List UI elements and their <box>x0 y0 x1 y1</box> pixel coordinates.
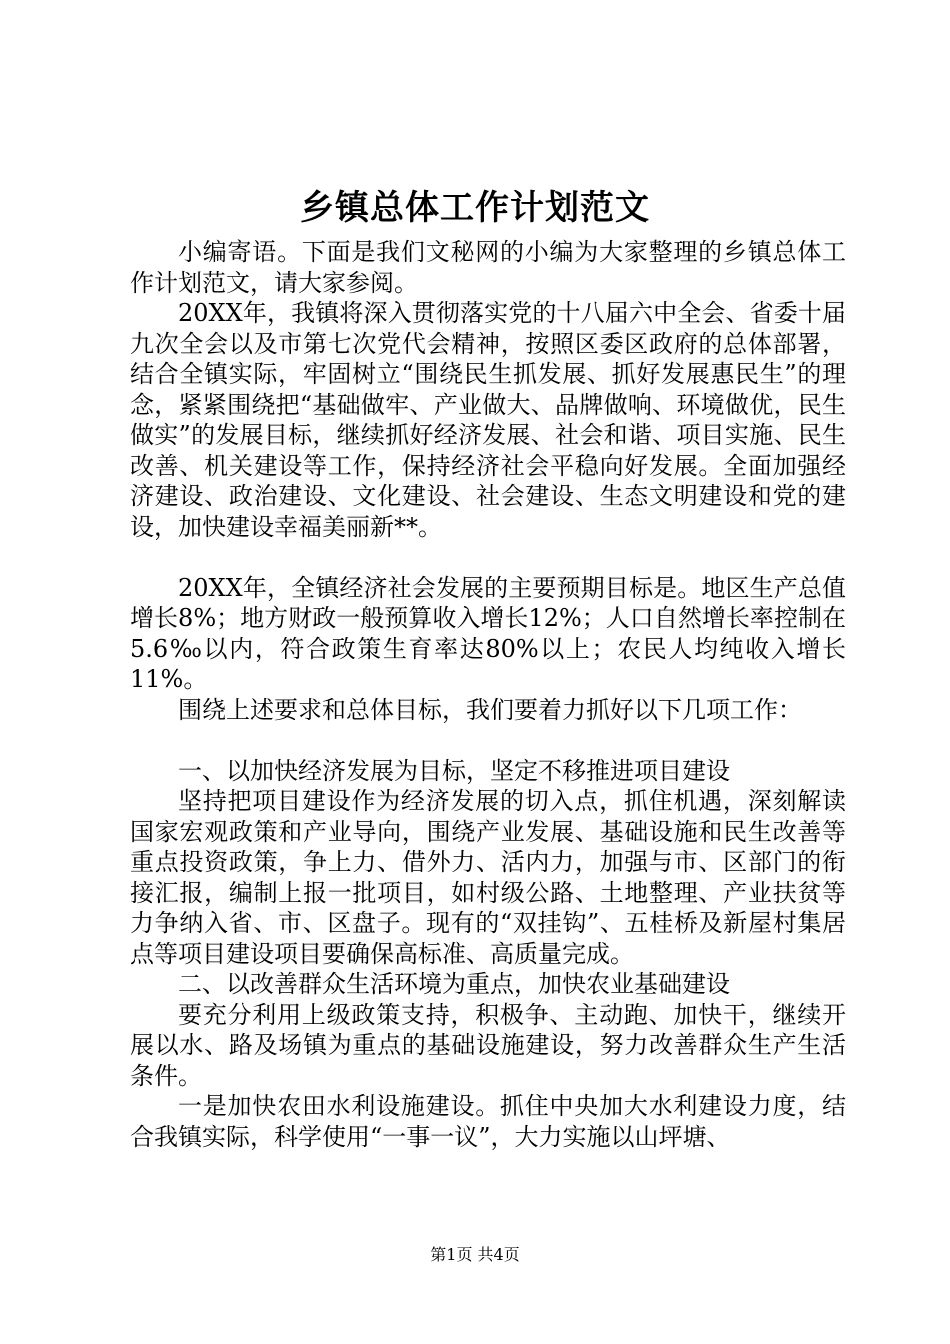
document-body <box>130 237 846 1152</box>
paragraph-transition: 围绕上述要求和总体目标，我们要着力抓好以下几项工作： <box>178 695 802 724</box>
paragraph-item-1: 一是加快农田水利设施建设。抓住中央加大水利建设力度，结合我镇实际，科学使用“一事一议”，大力实施以山坪塘、 <box>130 1092 846 1151</box>
section-heading-1: 一、以加快经济发展为目标，坚定不移推进项目建设 <box>178 756 730 785</box>
paragraph-section-1: 坚持把项目建设作为经济发展的切入点，抓住机遇，深刻解读国家宏观政策和产业导向，围绕产业发展、基础设施和民生改善等重点投资政策，争上力、借外力、活内力，加强与市、区部门的衔接汇报，编制上报一批项目，如村级公路、土地整理、产业扶贫等力争纳入省、市、区盘子。现有的“双挂钩”、五桂桥及新屋村集居点等项目建设项目要确保高标准、高质量完成。 <box>130 787 846 968</box>
paragraph-overview: 20XX年，我镇将深入贯彻落实党的十八届六中全会、省委十届九次全会以及市第七次党代会精神，按照区委区政府的总体部署，结合全镇实际，牢固树立“围绕民生抓发展、抓好发展惠民生”的理念，紧紧围绕把“基础做牢、产业做大、品牌做响、环境做优，民生做实”的发展目标，继续抓好经济发展、社会和谐、项目实施、民生改善、机关建设等工作，保持经济社会平稳向好发展。全面加强经济建设、政治建设、文化建设、社会建设、生态文明建设和党的建设，加快建设幸福美丽新**。 <box>130 299 846 541</box>
page-footer: 第1页 共4页 <box>430 1245 520 1264</box>
section-heading-2: 二、以改善群众生活环境为重点，加快农业基础建设 <box>178 970 730 998</box>
document-title: 乡镇总体工作计划范文 <box>300 188 650 228</box>
paragraph-intro: 小编寄语。下面是我们文秘网的小编为大家整理的乡镇总体工作计划范文，请大家参阅。 <box>130 238 846 297</box>
paragraph-targets: 20XX年，全镇经济社会发展的主要预期目标是。地区生产总值增长8%；地方财政一般预算收入增长12%；人口自然增长率控制在5.6‰以内，符合政策生育率达80%以上；农民人均纯收入增长11%。 <box>130 573 846 693</box>
paragraph-section-2: 要充分利用上级政策支持，积极争、主动跑、加快干，继续开展以水、路及场镇为重点的基础设施建设，努力改善群众生产生活条件。 <box>130 1000 846 1090</box>
